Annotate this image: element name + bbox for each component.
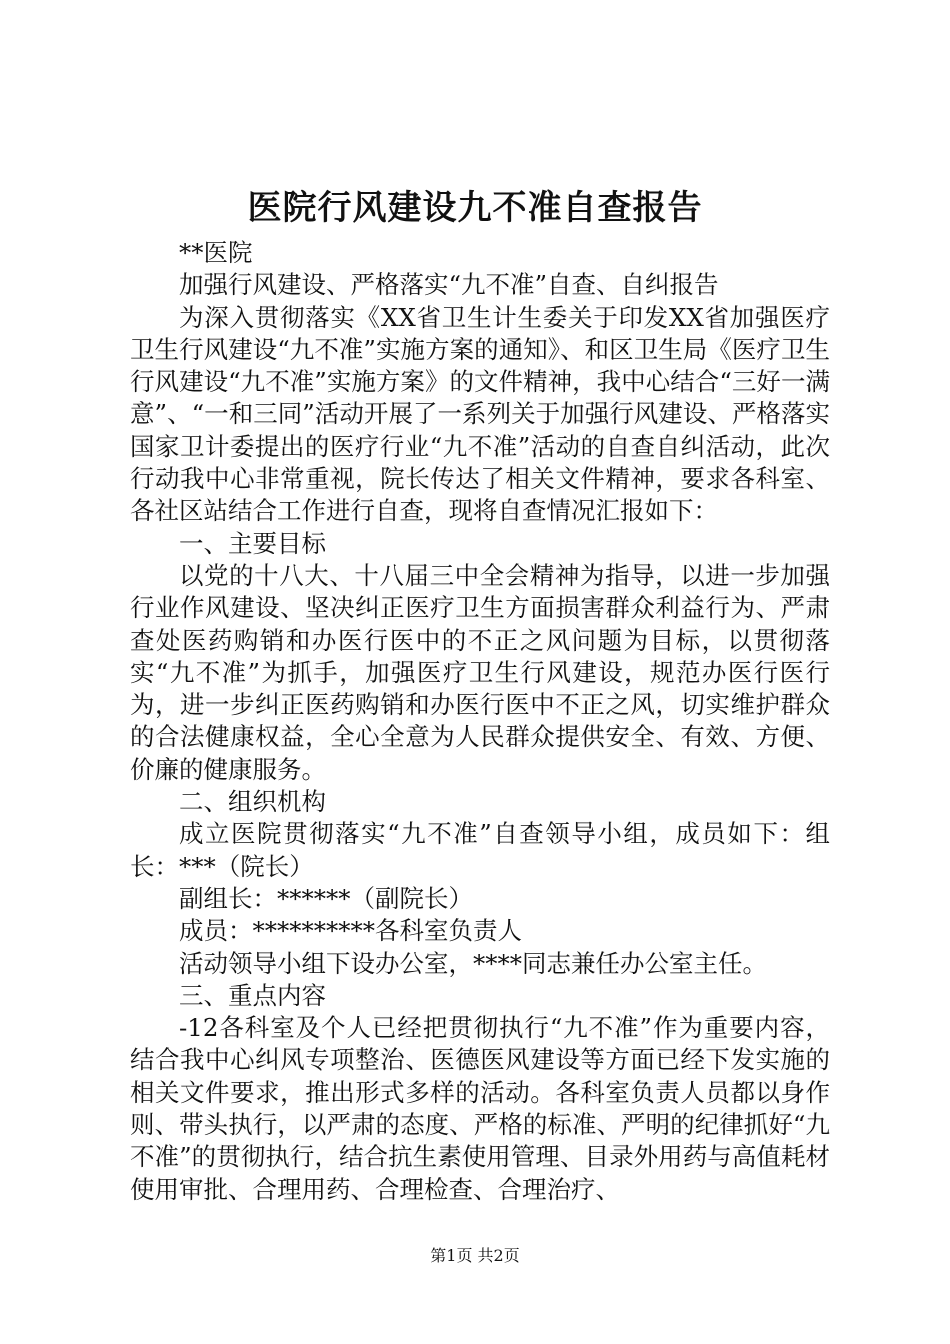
paragraph-organization-leader: 成立医院贯彻落实“九不准”自查领导小组，成员如下：组长：***（院长） bbox=[130, 819, 830, 881]
section-heading-main-goals: 一、主要目标 bbox=[179, 528, 326, 558]
paragraph-main-goals: 以党的十八大、十八届三中全会精神为指导，以进一步加强行业作风建设、坚决纠正医疗卫生方面损害群众利益行为、严肃查处医药购销和办医行医中的不正之风问题为目标，以贯彻落实“九不准”为抓手，加强医疗卫生行风建设，规范办医行医行为，进一步纠正医药购销和办医行医中不正之风，切实维护群众的合法健康权益，全心全意为人民群众提供安全、有效、方便、价廉的健康服务。 bbox=[130, 560, 830, 784]
page-number-footer: 第1页 共2页 bbox=[430, 1246, 520, 1265]
paragraph-report-subtitle: 加强行风建设、严格落实“九不准”自查、自纠报告 bbox=[179, 270, 719, 300]
section-heading-key-content: 三、重点内容 bbox=[179, 980, 326, 1010]
section-heading-organization: 二、组织机构 bbox=[179, 787, 326, 817]
paragraph-office: 活动领导小组下设办公室，****同志兼任办公室主任。 bbox=[179, 948, 767, 978]
paragraph-key-content: -12各科室及个人已经把贯彻执行“九不准”作为重要内容，结合我中心纠风专项整治、医德医风建设等方面已经下发实施的相关文件要求，推出形式多样的活动。各科室负责人员都以身作则、带头执行，以严肃的态度、严格的标准、严明的纪律抓好“九不准”的贯彻执行，结合抗生素使用管理、目录外用药与高值耗材使用审批、合理用药、合理检查、合理治疗、 bbox=[130, 1013, 830, 1204]
paragraph-deputy-leader: 副组长：******（副院长） bbox=[179, 883, 473, 913]
paragraph-hospital-name: **医院 bbox=[179, 238, 253, 267]
document-body bbox=[130, 237, 830, 1206]
paragraph-introduction: 为深入贯彻落实《XX省卫生计生委关于印发XX省加强医疗卫生行风建设“九不准”实施方案的通知》、和区卫生局《医疗卫生行风建设“九不准”实施方案》的文件精神，我中心结合“三好一满意”、“一和三同”活动开展了一系列关于加强行风建设、严格落实国家卫计委提出的医疗行业“九不准”活动的自查自纠活动，此次行动我中心非常重视，院长传达了相关文件精神，要求各科室、各社区站结合工作进行自查，现将自查情况汇报如下： bbox=[130, 302, 830, 526]
document-title: 医院行风建设九不准自查报告 bbox=[247, 188, 703, 228]
paragraph-members: 成员：**********各科室负责人 bbox=[179, 916, 522, 946]
